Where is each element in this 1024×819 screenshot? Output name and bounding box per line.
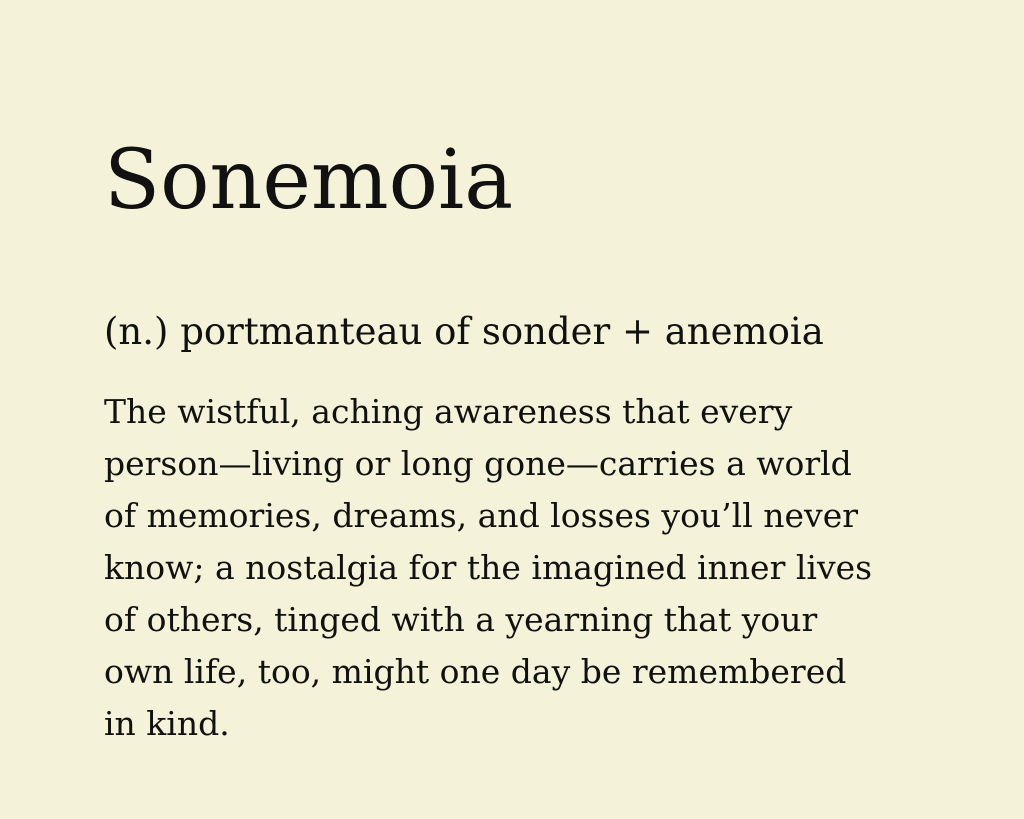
definition-line-7: in kind. xyxy=(104,704,230,743)
definition-line-6: own life, too, might one day be remembered xyxy=(104,652,847,691)
definition-line-1: The wistful, aching awareness that every xyxy=(104,392,793,431)
definition-line-2: person—living or long gone—carries a world xyxy=(104,444,852,483)
headword-title: Sonemoia xyxy=(104,133,514,228)
part-of-speech-etymology: (n.) portmanteau of sonder + anemoia xyxy=(104,310,824,353)
definition-line-5: of others, tinged with a yearning that your xyxy=(104,600,818,639)
definition-line-4: know; a nostalgia for the imagined inner lives xyxy=(104,548,873,587)
definition-text xyxy=(104,386,964,750)
definition-line-3: of memories, dreams, and losses you’ll never xyxy=(104,496,859,535)
